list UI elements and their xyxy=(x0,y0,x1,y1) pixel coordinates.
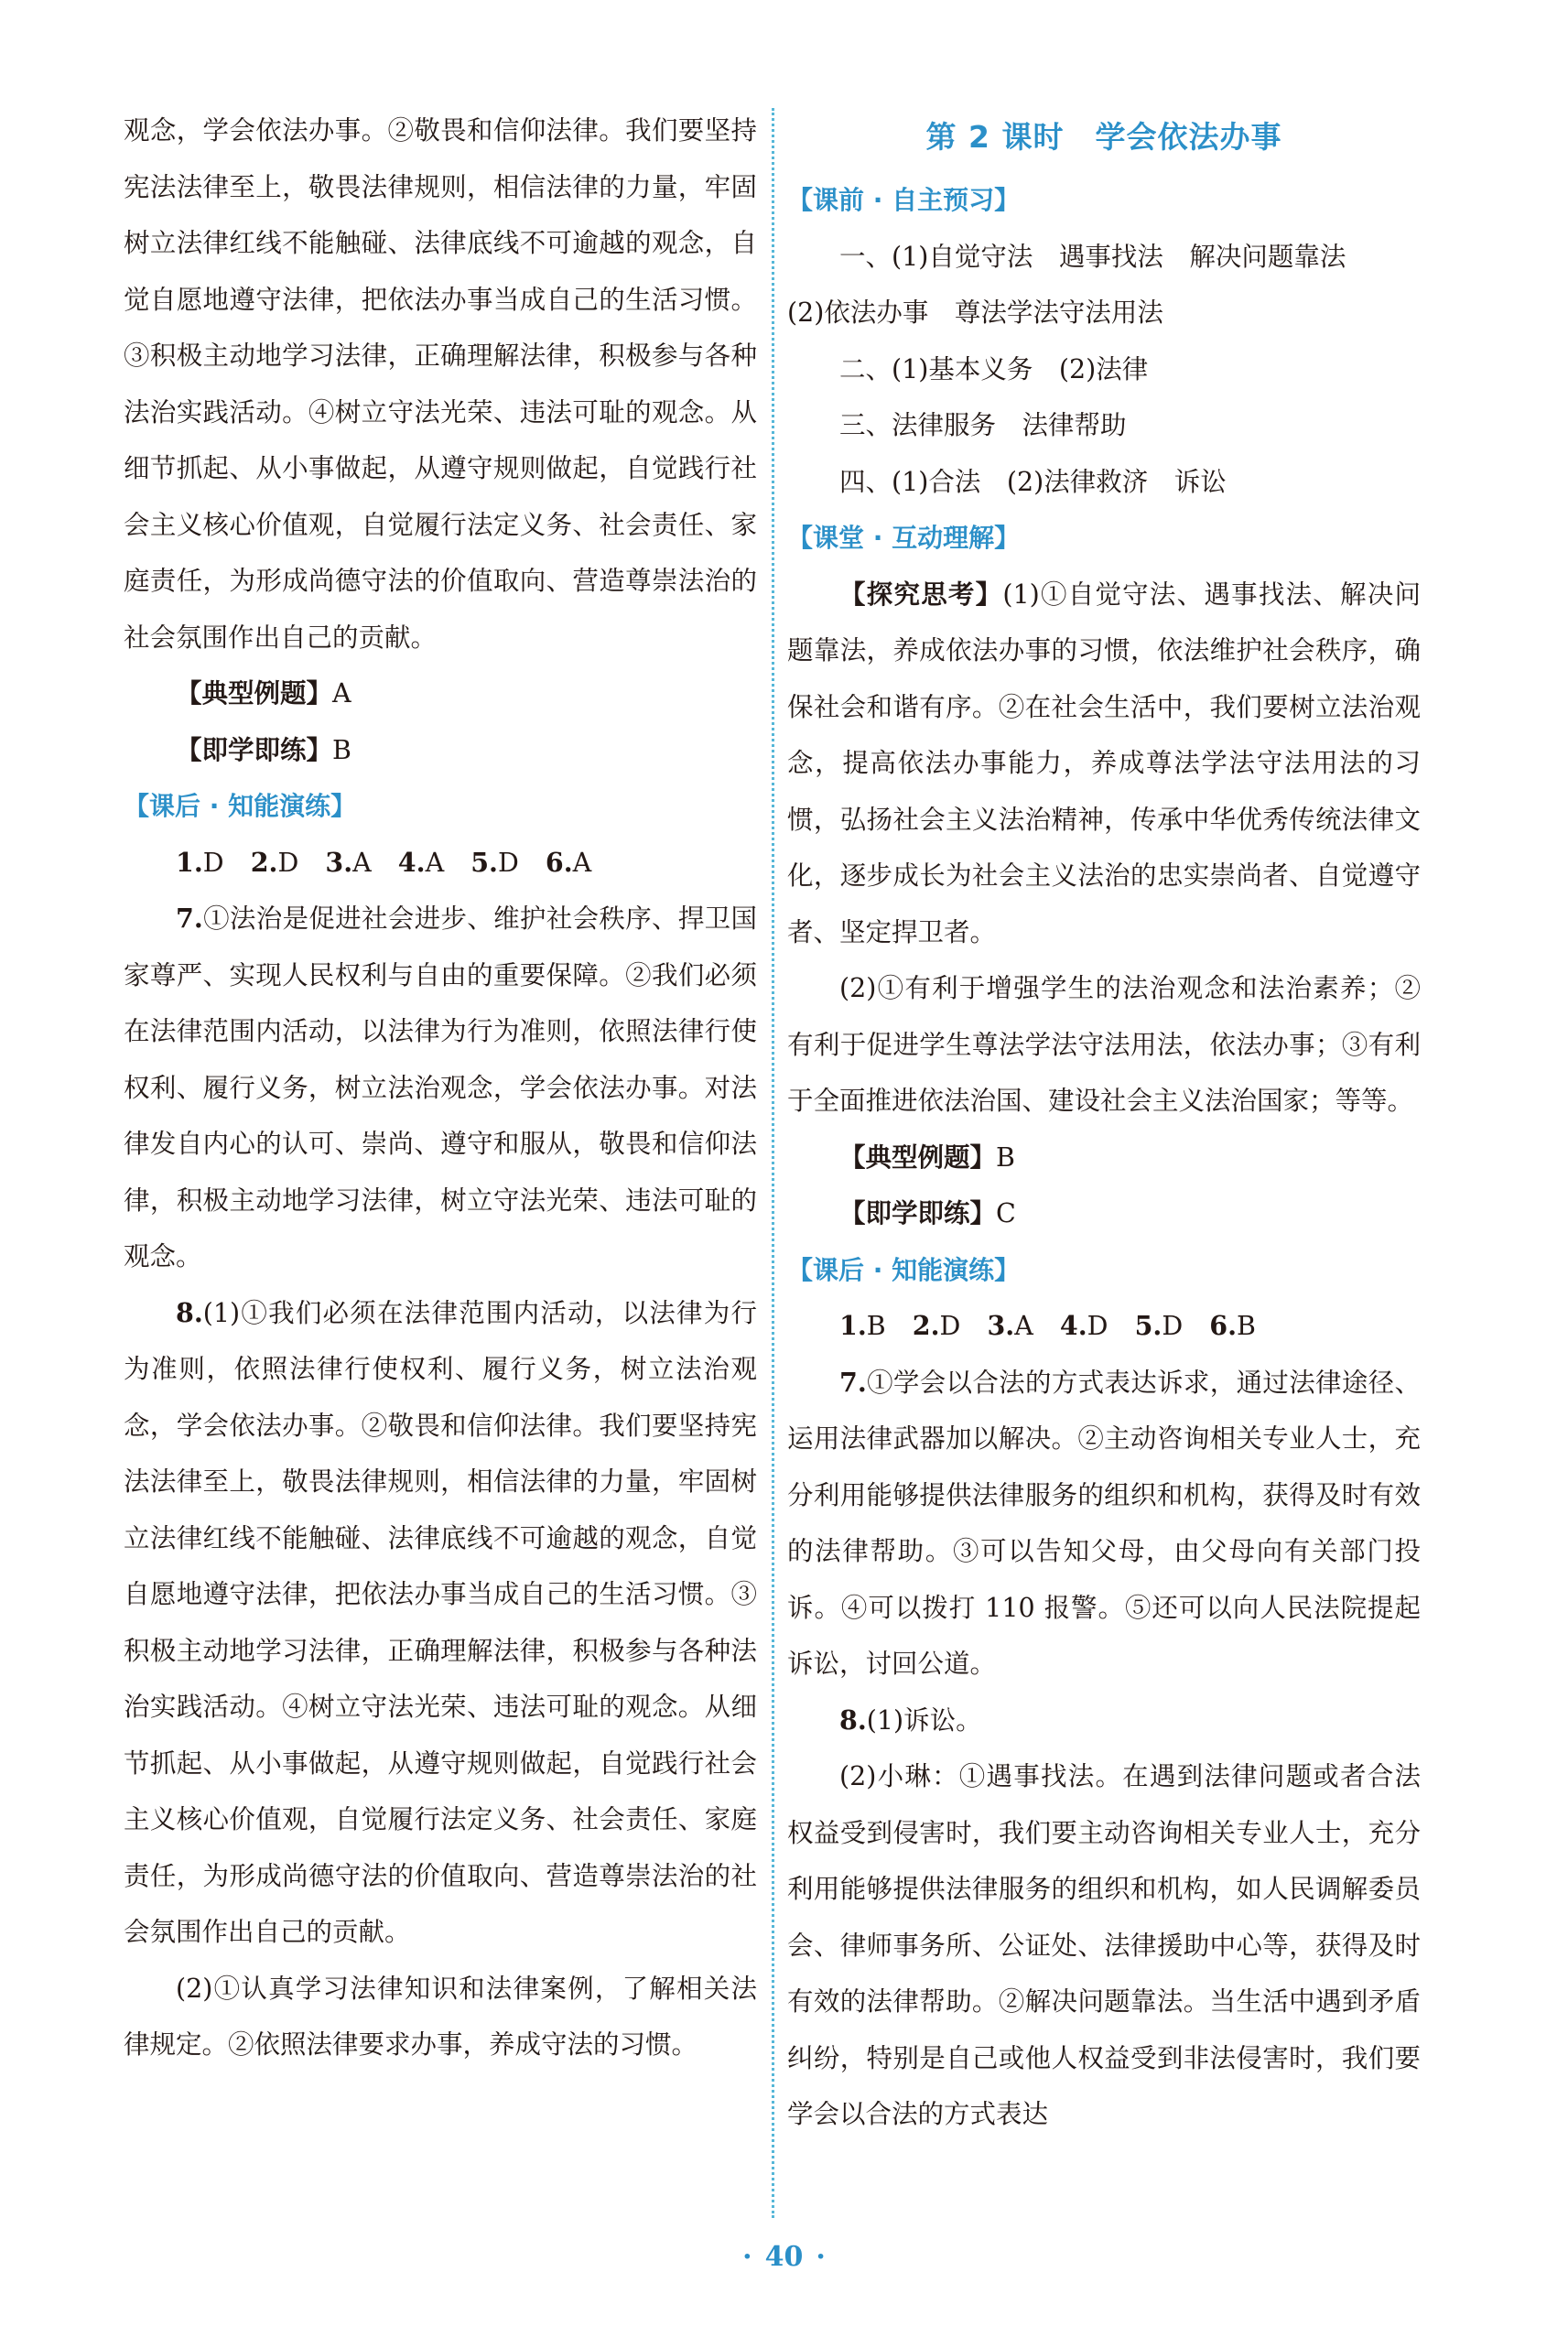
question-number: 4. xyxy=(397,846,426,878)
preview-answer: 一、(1)自觉守法 遇事找法 解决问题靠法 xyxy=(839,241,1346,272)
q8-answer-part2: (2)小琳：①遇事找法。在遇到法律问题或者合法权益受到侵害时，我们要主动咨询相关专业人士，充分利用能够提供法律服务的组织和机构，如人民调解委员会、律师事务所、公证处、法律援助中心等，获得及时有效的法律帮助。②解决问题靠法。当生活中遇到矛盾纠纷，特别是自己或他人权益受到非法侵害时，我们要学会以合法的方式表达 xyxy=(787,1761,1421,2129)
question-number: 7. xyxy=(839,1366,867,1398)
practice-answer xyxy=(787,1185,1421,1242)
question-number: 4. xyxy=(1059,1310,1087,1341)
answer-text: (1)诉讼。 xyxy=(866,1704,982,1736)
answer-value: A xyxy=(1014,1311,1033,1341)
q8-answer-part1 xyxy=(124,1285,757,1961)
column-divider xyxy=(772,108,774,2218)
question-number: 8. xyxy=(176,1296,203,1328)
answer-value: B xyxy=(332,734,351,765)
preview-answer: 三、法律服务 法律帮助 xyxy=(839,410,1127,440)
answer-value: C xyxy=(996,1198,1016,1228)
mc-answers xyxy=(124,835,757,892)
paragraph: 观念，学会依法办事。②敬畏和信仰法律。我们要坚持宪法法律至上，敬畏法律规则，相信法律的力量，牢固树立法律红线不能触碰、法律底线不可逾越的观念，自觉自愿地遵守法律，把依法办事当成自己的生活习惯。③积极主动地学习法律，正确理解法律，积极参与各种法治实践活动。④树立守法光荣、违法可耻的观念。从细节抓起、从小事做起，从遵守规则做起，自觉践行社会主义核心价值观，自觉履行法定义务、社会责任、家庭责任，为形成尚德守法的价值取向、营造尊崇法治的社会氛围作出自己的贡献。 xyxy=(124,115,757,653)
section-heading: 【课前 · 自主预习】 xyxy=(787,185,1021,215)
section-heading: 【课后 · 知能演练】 xyxy=(124,791,357,821)
question-number: 2. xyxy=(250,846,278,878)
answer-value: D xyxy=(277,847,299,878)
preview-answer: 二、(1)基本义务 (2)法律 xyxy=(839,353,1149,384)
answer-value: A xyxy=(352,847,372,878)
think-label: 【探究思考】 xyxy=(839,579,1003,610)
right-column xyxy=(787,103,1421,2143)
question-number: 1. xyxy=(176,846,203,878)
section-heading: 【课后 · 知能演练】 xyxy=(787,1254,1021,1285)
answer-text: ①学会以合法的方式表达诉求，通过法律途径、运用法律武器加以解决。②主动咨询相关专业人士，充分利用能够提供法律服务的组织和机构，获得及时有效的法律帮助。③可以告知父母，由父母向有关部门投诉。④可以拨打 110 报警。⑤还可以向人民法院提起诉讼，讨回公道。 xyxy=(787,1367,1421,1679)
practice-label: 【即学即练】 xyxy=(176,734,333,765)
question-number: 3. xyxy=(987,1310,1015,1341)
answer-text: (1)①自觉守法、遇事找法、解决问题靠法，养成依法办事的习惯，依法维护社会秩序，确保社会和谐有序。②在社会生活中，我们要树立法治观念，提高依法办事能力，养成尊法学法守法用法的习惯，弘扬社会主义法治精神，传承中华优秀传统法律文化，逐步成长为社会主义法治的忠实崇尚者、自觉遵守者、坚定捍卫者。 xyxy=(787,579,1421,947)
q7-answer xyxy=(124,891,757,1285)
lesson-title: 第 2 课时 学会依法办事 xyxy=(925,119,1282,155)
think-answer-part2: (2)①有利于增强学生的法治观念和法治素养；②有利于促进学生尊法学法守法用法，依法办事；③有利于全面推进依法治国、建设社会主义法治国家；等等。 xyxy=(787,973,1421,1116)
section-heading: 【课堂 · 互动理解】 xyxy=(787,523,1021,553)
mc-answers xyxy=(787,1298,1421,1355)
example-label: 【典型例题】 xyxy=(176,678,333,709)
answer-value: B xyxy=(866,1311,886,1341)
practice-label: 【即学即练】 xyxy=(839,1198,997,1228)
question-number: 6. xyxy=(1209,1310,1238,1341)
q8-answer-part2: (2)①认真学习法律知识和法律案例，了解相关法律规定。②依照法律要求办事，养成守法的习惯。 xyxy=(124,1973,757,2060)
page-number-value: 40 xyxy=(764,2241,804,2273)
answer-text: (1)①我们必须在法律范围内活动，以法律为行为准则，依照法律行使权利、履行义务，树立法治观念，学会依法办事。②敬畏和信仰法律。我们要坚持宪法法律至上，敬畏法律规则，相信法律的力量，牢固树立法律红线不能触碰、法律底线不可逾越的观念，自觉自愿地遵守法律，把依法办事当成自己的生活习惯。③积极主动地学习法律，正确理解法律，积极参与各种法治实践活动。④树立守法光荣、违法可耻的观念。从细节抓起、从小事做起，从遵守规则做起，自觉践行社会主义核心价值观，自觉履行法定义务、社会责任、家庭责任，为形成尚德守法的价值取向、营造尊崇法治的社会氛围作出自己的贡献。 xyxy=(124,1297,757,1947)
question-number: 5. xyxy=(470,846,498,878)
question-number: 5. xyxy=(1134,1310,1162,1341)
q7-answer xyxy=(787,1355,1421,1693)
question-number: 8. xyxy=(839,1704,867,1736)
question-number: 2. xyxy=(912,1310,940,1341)
practice-answer xyxy=(124,722,757,779)
answer-value: D xyxy=(1087,1311,1108,1341)
answer-value: A xyxy=(572,847,592,878)
left-column xyxy=(124,103,757,2073)
answer-text: ①法治是促进社会进步、维护社会秩序、捍卫国家尊严、实现人民权利与自由的重要保障。②我们必须在法律范围内活动，以法律为行为准则，依照法律行使权利、履行义务，树立法治观念，学会依法办事。对法律发自内心的认可、崇尚、遵守和服从，敬畏和信仰法律，积极主动地学习法律，树立守法光荣、违法可耻的观念。 xyxy=(124,903,757,1271)
answer-value: A xyxy=(425,847,445,878)
answer-value: A xyxy=(332,678,351,709)
q8-answer-part1 xyxy=(787,1693,1421,1749)
preview-answer: 四、(1)合法 (2)法律救济 诉讼 xyxy=(839,466,1227,497)
answer-value: D xyxy=(1162,1311,1184,1341)
think-answer xyxy=(787,567,1421,961)
example-label: 【典型例题】 xyxy=(839,1141,997,1173)
page-number: · 40 · xyxy=(742,2241,826,2273)
question-number: 7. xyxy=(176,903,203,934)
question-number: 3. xyxy=(325,846,353,878)
answer-value: B xyxy=(996,1141,1015,1173)
example-answer xyxy=(124,665,757,722)
question-number: 6. xyxy=(545,846,573,878)
answer-value: B xyxy=(1237,1311,1256,1341)
question-number: 1. xyxy=(839,1310,867,1341)
answer-value: D xyxy=(202,847,224,878)
answer-value: D xyxy=(497,847,519,878)
answer-value: D xyxy=(939,1311,961,1341)
preview-answer: (2)依法办事 尊法学法守法用法 xyxy=(787,298,1163,328)
example-answer xyxy=(787,1130,1421,1186)
